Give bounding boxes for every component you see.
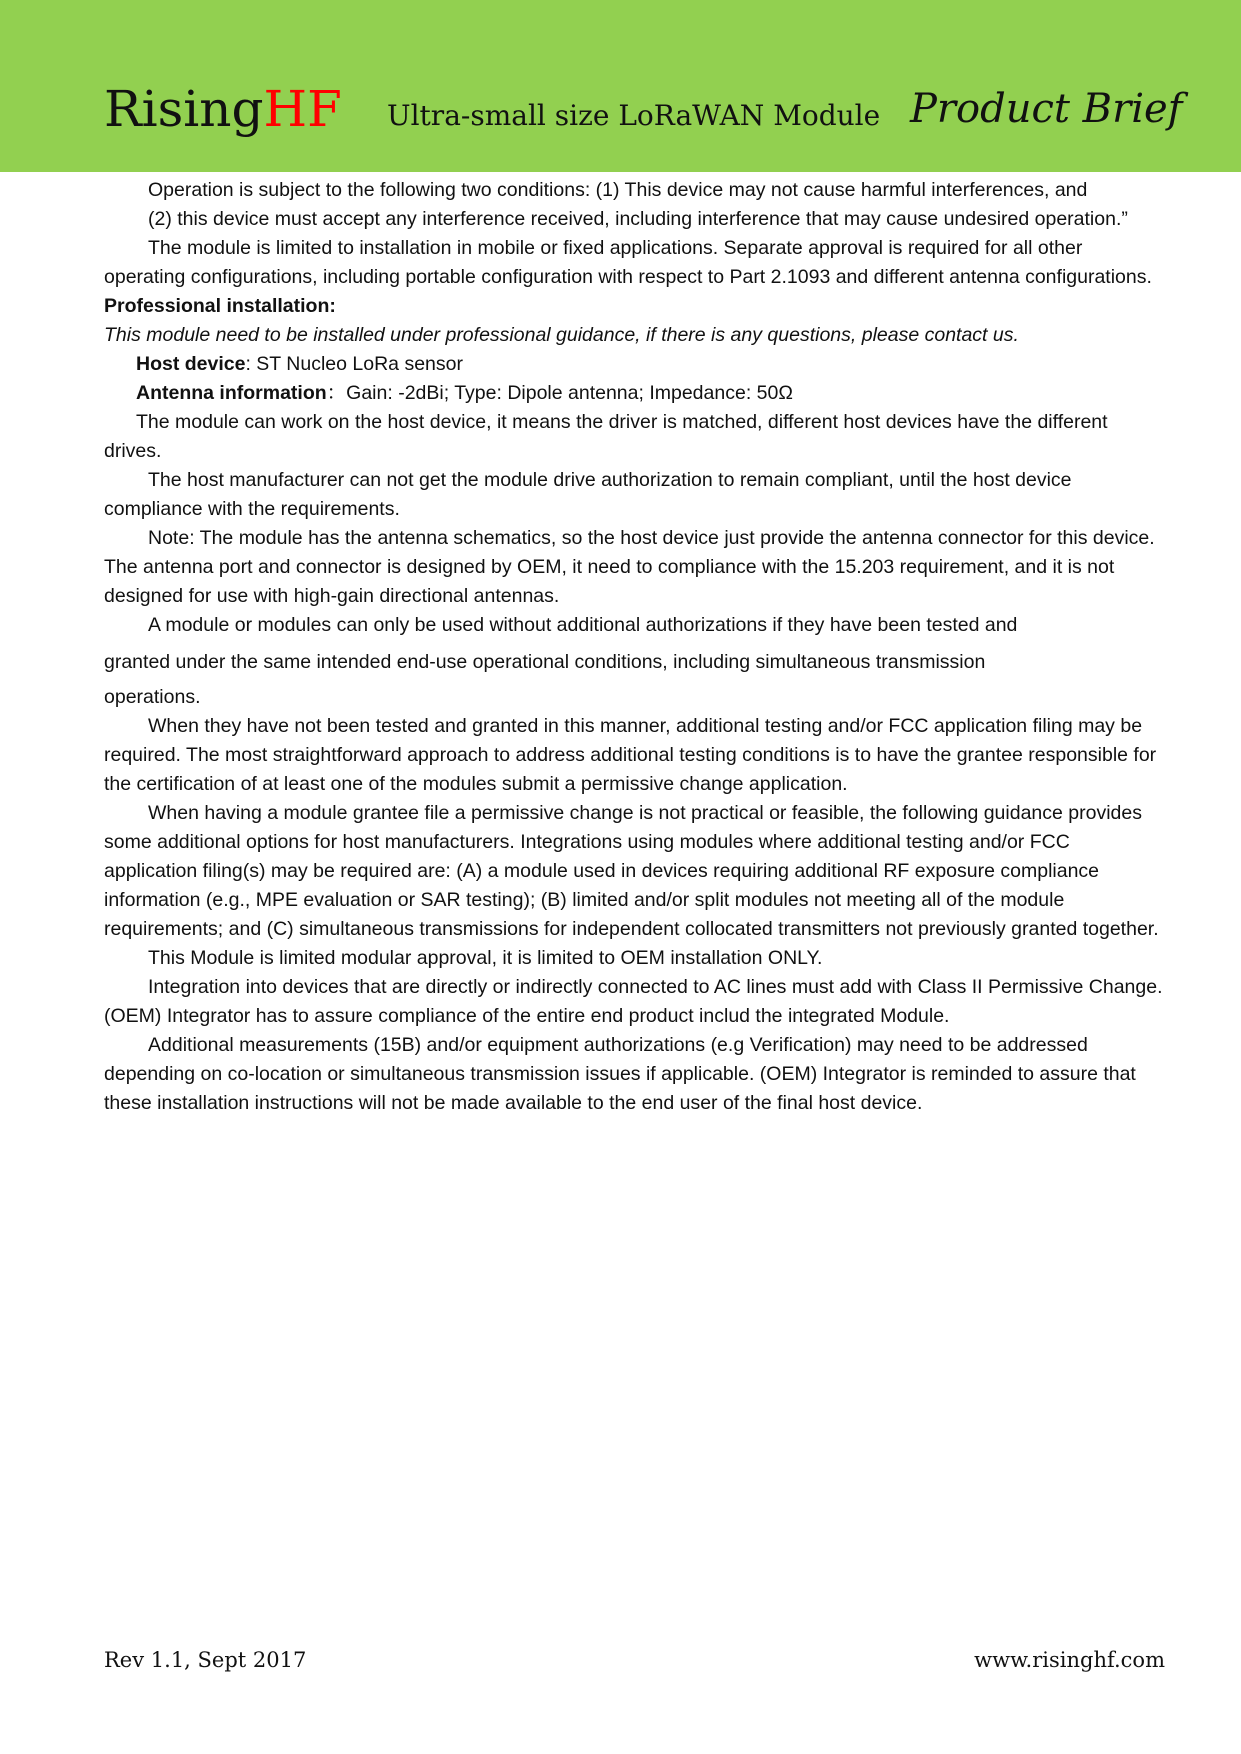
professional-installation-text: This module need to be installed under professional guidance, if there is any questions, please contact us.: [104, 324, 1019, 346]
paragraph-additional-testing: When they have not been tested and granted in this manner, additional testing and/or FCC application filing may be required. The most straightforward approach to address additional testing conditions is to have the grantee responsible for the certification of at least one of the modules submit a permissive change application.: [104, 715, 1157, 795]
professional-installation-heading: Professional installation:: [104, 295, 336, 317]
paragraph-conditions: Operation is subject to the following two conditions: (1) This device may not cause harmful interferences, and: [148, 179, 1088, 201]
paragraph-installation-limit: The module is limited to installation in mobile or fixed applications. Separate approval is required for all other operating configurations, including portable configuration with respect to Part 2.1093 and different antenna configurations.: [104, 237, 1152, 288]
host-device-value: : ST Nucleo LoRa sensor: [245, 353, 463, 375]
paragraph-oem-only: This Module is limited modular approval, it is limited to OEM installation ONLY.: [148, 947, 823, 969]
host-device-line: [104, 350, 1164, 379]
paragraph-condition-2: (2) this device must accept any interference received, including interference that may cause undesired operation.”: [148, 208, 1128, 230]
paragraph-host-compliance: The host manufacturer can not get the module drive authorization to remain compliant, until the host device compliance with the requirements.: [104, 469, 1072, 520]
footer-revision: Rev 1.1, Sept 2017: [104, 1648, 307, 1672]
brand-logo: [104, 80, 342, 138]
document-body: [104, 176, 1164, 1118]
antenna-info-value: ：Gain: -2dBi; Type: Dipole antenna; Impedance: 50Ω: [326, 382, 793, 404]
header-doc-type: Product Brief: [910, 86, 1183, 132]
paragraph-module-operations: operations.: [104, 686, 201, 708]
host-device-label: Host device: [136, 353, 246, 375]
paragraph-module-granted: granted under the same intended end‐use operational conditions, including simultaneous transmission: [104, 651, 986, 673]
brand-suffix: HF: [263, 80, 342, 138]
paragraph-permissive-change: When having a module grantee file a permissive change is not practical or feasible, the following guidance provides some additional options for host manufacturers. Integrations using modules where additional testing and/or FCC application filing(s) may be required are: (A) a module used in devices requiring additional RF exposure compliance information (e.g., MPE evaluation or SAR testing); (B) limited and/or split modules not meeting all of the module requirements; and (C) simultaneous transmissions for independent collocated transmitters not previously granted together.: [104, 802, 1159, 940]
antenna-info-line: [104, 379, 1164, 408]
page-header: [0, 0, 1241, 172]
paragraph-additional-measurements: Additional measurements (15B) and/or equipment authorizations (e.g Verification) may need to be addressed depending on co-location or simultaneous transmission issues if applicable. (OEM) Integrator is reminded to assure that these installation instructions will not be made available to the end user of the final host device.: [104, 1034, 1136, 1114]
antenna-info-label: Antenna information: [136, 382, 327, 404]
header-subtitle: Ultra-small size LoRaWAN Module: [387, 99, 881, 132]
footer-website: www.risinghf.com: [974, 1648, 1165, 1672]
paragraph-module-authorization: A module or modules can only be used without additional authorizations if they have been tested and: [148, 614, 1018, 636]
brand-prefix: Rising: [104, 80, 264, 138]
paragraph-host-driver: The module can work on the host device, it means the driver is matched, different host devices have the different drives.: [104, 411, 1108, 462]
paragraph-antenna-note: Note: The module has the antenna schematics, so the host device just provide the antenna connector for this device. The antenna port and connector is designed by OEM, it need to compliance with the 15.203 requirement, and it is not designed for use with high-gain directional antennas.: [104, 527, 1155, 607]
paragraph-ac-lines: Integration into devices that are directly or indirectly connected to AC lines must add with Class II Permissive Change. (OEM) Integrator has to assure compliance of the entire end product includ the integrated Module.: [104, 976, 1163, 1027]
